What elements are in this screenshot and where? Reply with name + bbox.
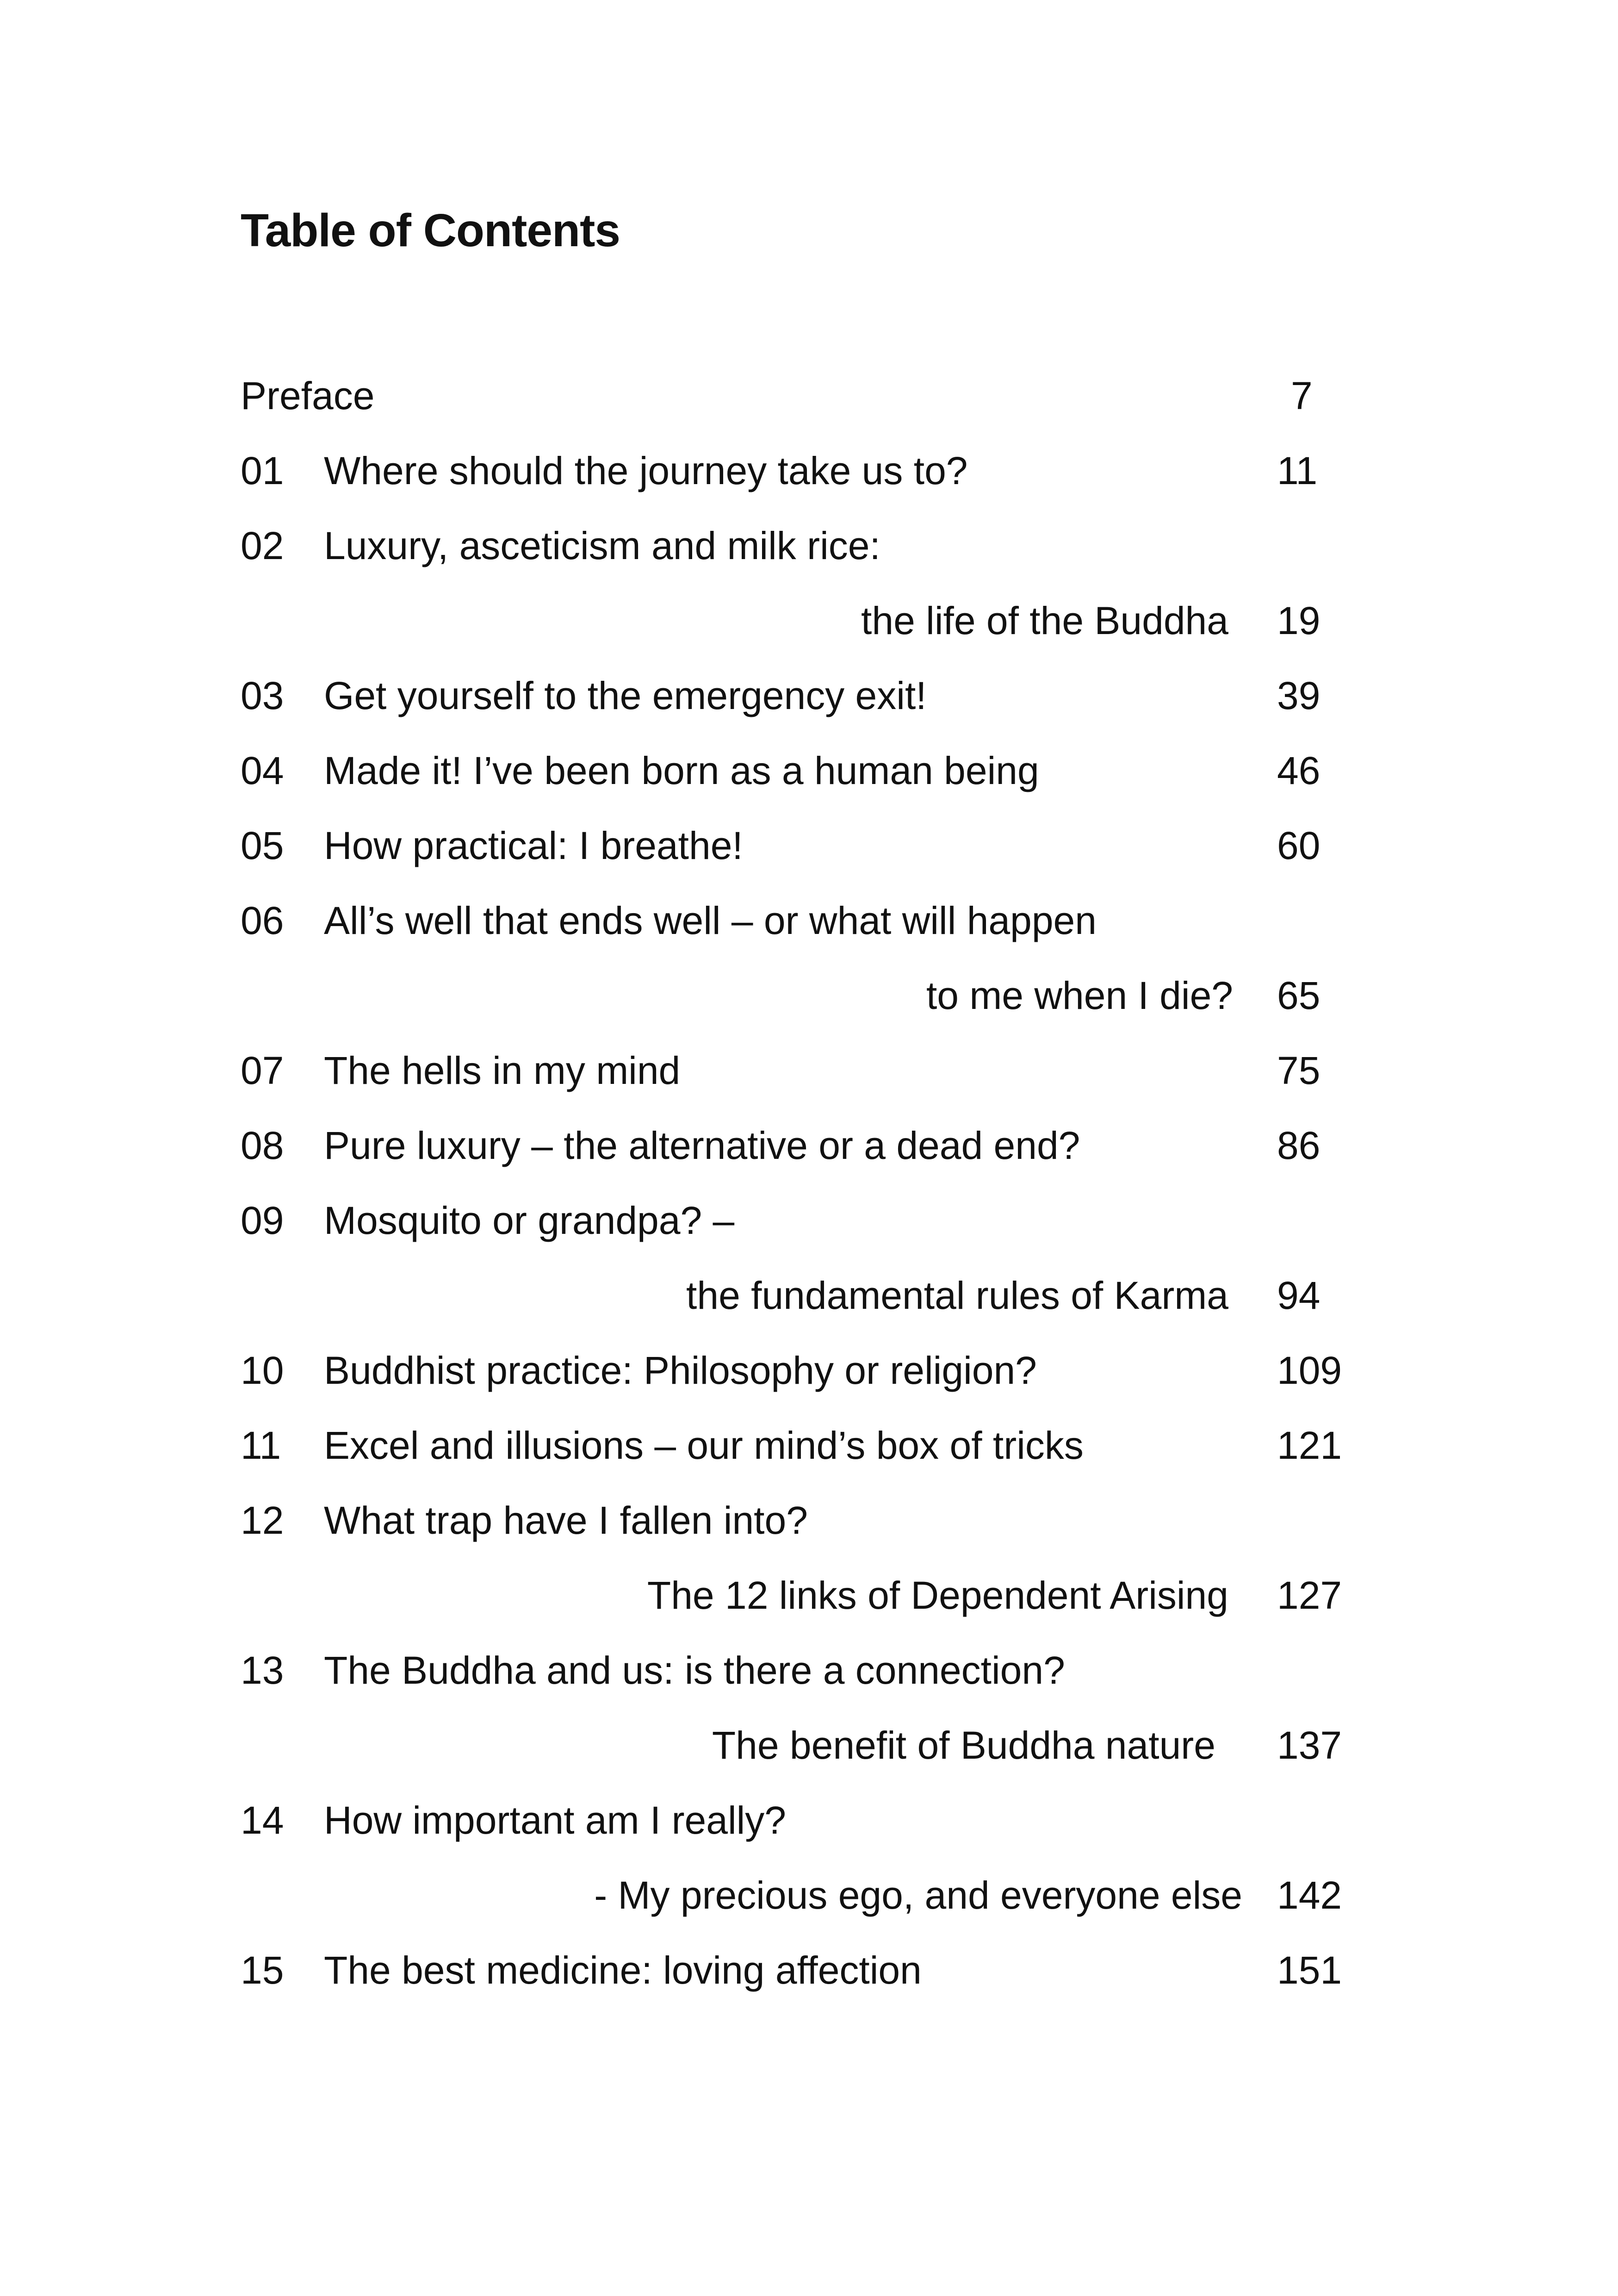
toc-entry: [0, 1790, 1618, 1850]
toc-entry-title: The hells in my mind: [324, 1049, 681, 1092]
toc-page-number: 19: [1277, 599, 1320, 642]
toc-entry: [0, 1640, 1618, 1700]
toc-page-number: 142: [1277, 1873, 1342, 1917]
toc-entry: [0, 666, 1618, 726]
toc-chapter-number: 12: [241, 1499, 284, 1542]
toc-page-number: 75: [1277, 1049, 1320, 1092]
toc-chapter-number: 09: [241, 1199, 284, 1242]
toc-page-number: 39: [1277, 674, 1320, 717]
toc-page-number: 94: [1277, 1274, 1320, 1317]
toc-chapter-number: 11: [241, 1424, 281, 1467]
toc-entry: [0, 1040, 1618, 1101]
toc-entry-subtitle: the fundamental rules of Karma: [686, 1274, 1228, 1317]
toc-entry-title: Get yourself to the emergency exit!: [324, 674, 927, 717]
toc-entry-title: Pure luxury – the alternative or a dead end?: [324, 1124, 1080, 1167]
toc-entry: [0, 1340, 1618, 1400]
toc-chapter-number: 10: [241, 1349, 284, 1392]
toc-entry-continuation: [0, 1715, 1618, 1775]
toc-entry-subtitle: to me when I die?: [926, 974, 1233, 1017]
toc-entry-continuation: [0, 1865, 1618, 1925]
toc-entry: [0, 1490, 1618, 1550]
toc-entry-title: Preface: [241, 374, 375, 417]
toc-page-number: 137: [1277, 1724, 1342, 1767]
toc-entry: [0, 740, 1618, 801]
toc-entry: [0, 890, 1618, 951]
toc-page-number: 11: [1277, 449, 1318, 492]
toc-chapter-number: 15: [241, 1948, 284, 1992]
toc-entry: [0, 441, 1618, 501]
toc-entry-title: Mosquito or grandpa? –: [324, 1199, 735, 1242]
toc-entry: [0, 1190, 1618, 1251]
toc-entry: [0, 815, 1618, 876]
toc-entry-title: The Buddha and us: is there a connection?: [324, 1649, 1065, 1692]
toc-chapter-number: 05: [241, 824, 284, 867]
toc-entry: [0, 516, 1618, 576]
toc-entry-subtitle: The 12 links of Dependent Arising: [647, 1574, 1228, 1617]
toc-chapter-number: 06: [241, 899, 284, 942]
toc-entry-title: How important am I really?: [324, 1798, 787, 1842]
toc-entry-continuation: [0, 1565, 1618, 1625]
toc-chapter-number: 13: [241, 1649, 284, 1692]
toc-page-number: 65: [1277, 974, 1320, 1017]
toc-page-number: 86: [1277, 1124, 1320, 1167]
toc-page-number: 46: [1277, 749, 1320, 792]
toc-entry-title: How practical: I breathe!: [324, 824, 743, 867]
toc-entry-title: The best medicine: loving affection: [324, 1948, 922, 1992]
toc-entry-continuation: [0, 591, 1618, 651]
page-title: Table of Contents: [241, 205, 620, 256]
toc-page-number: 151: [1277, 1948, 1342, 1992]
toc-chapter-number: 08: [241, 1124, 284, 1167]
toc-chapter-number: 01: [241, 449, 284, 492]
toc-entry: [0, 1940, 1618, 2000]
toc-page-number: 60: [1277, 824, 1320, 867]
toc-page-number: 109: [1277, 1349, 1342, 1392]
toc-entry-continuation: [0, 965, 1618, 1026]
toc-chapter-number: 02: [241, 524, 284, 567]
toc-entry: [0, 1415, 1618, 1475]
toc-entry: [0, 1115, 1618, 1176]
toc-entry-title: What trap have I fallen into?: [324, 1499, 808, 1542]
toc-page-number: 7: [1291, 374, 1313, 417]
toc-chapter-number: 04: [241, 749, 284, 792]
toc-page-number: 127: [1277, 1574, 1342, 1617]
toc-entry-preface: [0, 366, 1618, 426]
toc-entry-title: Excel and illusions – our mind’s box of tricks: [324, 1424, 1084, 1467]
toc-entry-title: Buddhist practice: Philosophy or religion?: [324, 1349, 1037, 1392]
toc-chapter-number: 07: [241, 1049, 284, 1092]
toc-page-number: 121: [1277, 1424, 1342, 1467]
toc-entry-subtitle: the life of the Buddha: [861, 599, 1228, 642]
toc-entry-title: Made it! I’ve been born as a human being: [324, 749, 1039, 792]
toc-chapter-number: 14: [241, 1798, 284, 1842]
toc-entry-continuation: [0, 1265, 1618, 1325]
toc-chapter-number: 03: [241, 674, 284, 717]
toc-entry-subtitle: The benefit of Buddha nature: [712, 1724, 1215, 1767]
toc-entry-title: Where should the journey take us to?: [324, 449, 968, 492]
toc-entry-title: Luxury, asceticism and milk rice:: [324, 524, 880, 567]
toc-entry-subtitle: - My precious ego, and everyone else: [594, 1873, 1242, 1917]
toc-entry-title: All’s well that ends well – or what will happen: [324, 899, 1097, 942]
